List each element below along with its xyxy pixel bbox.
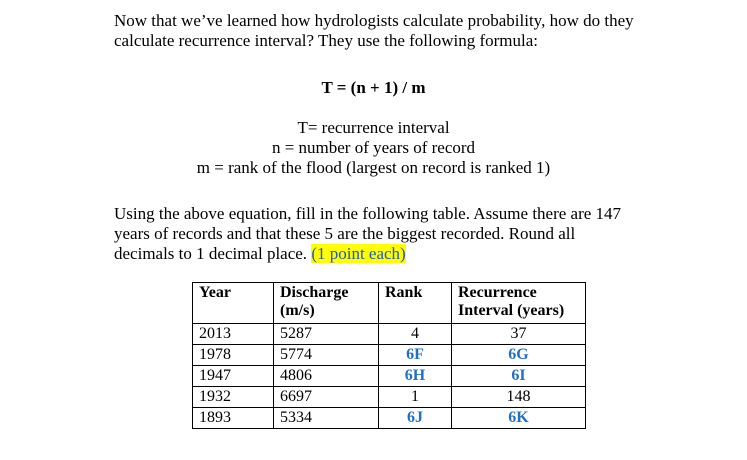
cell-year: 2013 <box>193 324 274 345</box>
table-row <box>193 387 586 408</box>
header-discharge <box>274 283 379 324</box>
cell-discharge: 4806 <box>274 366 379 387</box>
cell-year: 1932 <box>193 387 274 408</box>
instructions-line-3 <box>114 244 714 264</box>
formula: T = (n + 1) / m <box>321 78 426 97</box>
instructions-line-2: years of records and that these 5 are the biggest recorded. Round all <box>114 224 576 243</box>
intro-line-1: Now that we’ve learned how hydrologists calculate probability, how do they <box>114 11 634 30</box>
definition-m: m = rank of the flood (largest on record is ranked 1) <box>196 158 551 177</box>
table-row <box>193 324 586 345</box>
cell-recurrence-interval: 148 <box>452 387 586 408</box>
definition-t: T= recurrence interval <box>297 118 450 137</box>
instructions-line-3-text: decimals to 1 decimal place. <box>114 244 312 263</box>
cell-discharge: 5287 <box>274 324 379 345</box>
table-row <box>193 366 586 387</box>
header-recurrence-interval <box>452 283 586 324</box>
points-highlight: (1 point each) <box>311 244 406 263</box>
cell-recurrence-interval: 37 <box>452 324 586 345</box>
cell-rank-placeholder: 6F <box>379 345 452 366</box>
header-year: Year <box>193 283 274 324</box>
cell-ri-placeholder: 6I <box>452 366 586 387</box>
cell-discharge: 6697 <box>274 387 379 408</box>
header-discharge-line-2: (m/s) <box>280 302 315 319</box>
intro-line-2: calculate recurrence interval? They use the following formula: <box>114 31 539 50</box>
cell-discharge: 5774 <box>274 345 379 366</box>
instructions-line-1: Using the above equation, fill in the following table. Assume there are 147 <box>114 204 622 223</box>
cell-year: 1893 <box>193 408 274 429</box>
table-row <box>193 408 586 429</box>
recurrence-table <box>192 282 586 429</box>
cell-year: 1947 <box>193 366 274 387</box>
cell-discharge: 5334 <box>274 408 379 429</box>
cell-rank: 1 <box>379 387 452 408</box>
header-discharge-line-1: Discharge <box>280 284 349 301</box>
instructions-paragraph <box>114 204 714 264</box>
intro-paragraph <box>114 11 714 51</box>
table-header-row <box>193 283 586 324</box>
header-ri-line-1: Recurrence <box>458 284 537 301</box>
table-row <box>193 345 586 366</box>
cell-rank-placeholder: 6H <box>379 366 452 387</box>
cell-ri-placeholder: 6G <box>452 345 586 366</box>
definition-n: n = number of years of record <box>271 138 476 157</box>
cell-ri-placeholder: 6K <box>452 408 586 429</box>
cell-year: 1978 <box>193 345 274 366</box>
cell-rank-placeholder: 6J <box>379 408 452 429</box>
definitions <box>0 118 747 178</box>
header-rank: Rank <box>379 283 452 324</box>
cell-rank: 4 <box>379 324 452 345</box>
header-ri-line-2: Interval (years) <box>458 302 565 319</box>
